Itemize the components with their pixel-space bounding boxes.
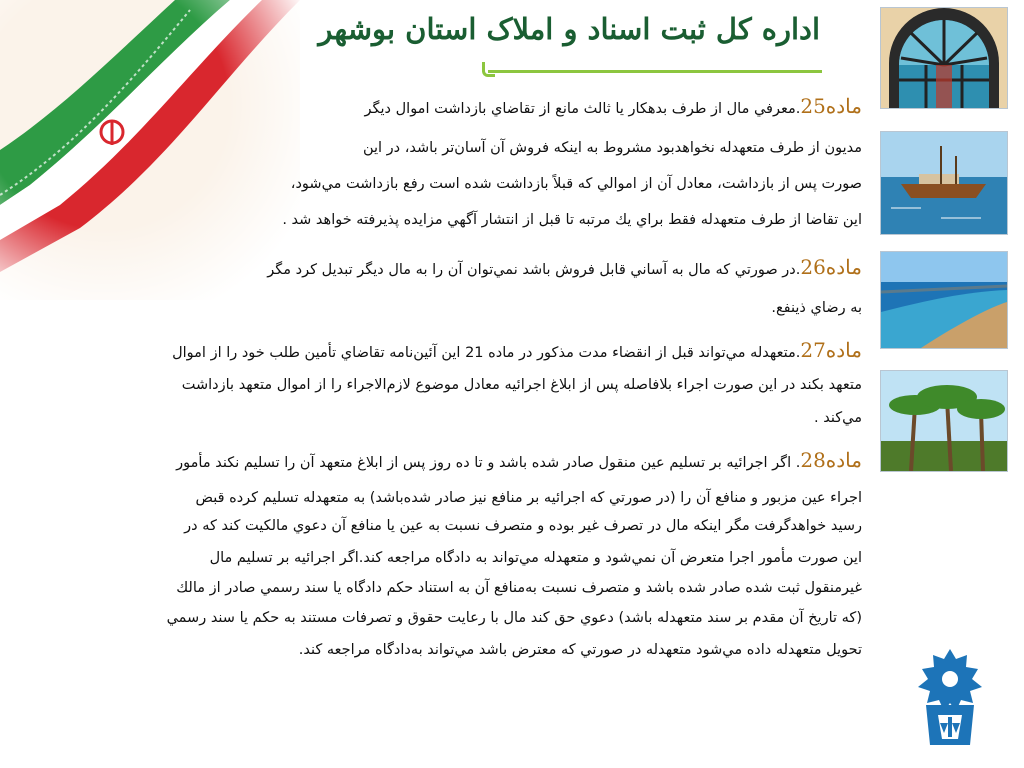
office-title: اداره کل ثبت اسناد و املاک استان بوشهر: [318, 12, 820, 46]
article-27-line-3: مي‌كند .: [814, 410, 862, 426]
article-25-line-1: ماده25.معرفي مال از طرف بدهكار يا ثالث مانع از تقاضاي بازداشت اموال ديگر: [364, 94, 862, 118]
article-25-line-2: مديون از طرف متعهدله نخواهدبود مشروط به اينكه فروش آن آسان‌تر باشد، در اين: [362, 140, 862, 156]
article-25-label: ماده25: [800, 94, 862, 118]
article-28-line-4: اين صورت مأمور اجرا متعرض آن نمي‌شود و متعهدله مي‌تواند به دادگاه مراجعه كند.اگر اجرائيه بر تسليم مال: [209, 550, 862, 566]
article-26-label: ماده26: [800, 255, 862, 279]
article-27-line-1: ماده27.متعهدله مي‌تواند قبل از انقضاء مدت مذكور در ماده 21 اين آئين‌نامه تقاضاي تأمين طلب خود را از اموال: [172, 338, 862, 362]
article-28-line-2: اجراء عين مزبور و منافع آن را (در صورتي كه اجرائيه بر منافع نيز صادر شده‌باشد) به متعهدله تسليم كرده قبض: [195, 490, 862, 506]
article-27-label: ماده27: [800, 338, 862, 362]
window-arch-photo: [880, 7, 1008, 109]
coast-photo: [880, 251, 1008, 349]
article-28-line-5: غيرمنقول ثبت شده صادر شده باشد و متصرف نسبت به‌منافع آن به استناد حكم دادگاه يا سند رسمي صادر از مالك: [176, 580, 862, 596]
palm-trees-photo: [880, 370, 1008, 472]
registration-emblem-logo: [910, 645, 990, 750]
article-28-line-7: تحويل متعهدله داده مي‌شود متعهدله در صورتي كه معترض باشد مي‌تواند به‌دادگاه مراجعه كند.: [298, 642, 862, 658]
article-content: [20, 0, 862, 700]
dhow-boat-photo: [880, 131, 1008, 235]
article-28-label: ماده28: [800, 448, 862, 472]
article-26-line-2: به رضاي ذينفع.: [771, 300, 862, 316]
article-28-line-6: (كه تاريخ آن مقدم بر سند متعهدله باشد) دعوي حق كند مال با رعايت حقوق و تصرفات مستند به حكم يا سند رسمي: [166, 610, 862, 626]
article-26-line-1: ماده26.در صورتي كه مال به آساني قابل فروش باشد نمي‌توان آن را به مال ديگر تبديل كرد مگر: [267, 255, 862, 279]
article-25-line-4: اين تقاضا از طرف متعهدله فقط براي يك مرتبه تا قبل از انتشار آگهي مزايده پذيرفته خواهد شد .: [282, 212, 862, 228]
article-25-line-3: صورت پس از بازداشت، معادل آن از اموالي كه قبلاً بازداشت شده است رفع بازداشت مي‌شود،: [290, 176, 862, 192]
article-27-line-2: متعهد بكند در اين صورت اجراء بلافاصله پس از ابلاغ اجرائيه معادل موضوع لازم‌الاجراء را از اموال متعهد بازداشت: [181, 377, 862, 393]
article-28-line-1: ماده28. اگر اجرائيه بر تسليم عين منقول صادر شده باشد و تا ده روز پس از ابلاغ متعهد آن را تسليم نكند مأمور: [176, 448, 862, 472]
article-28-line-3: رسيد خواهدگرفت مگر اينكه مال در تصرف غير بوده و متصرف نسبت به عين يا منافع آن دعوي مالكيت كند كه در: [184, 518, 862, 534]
